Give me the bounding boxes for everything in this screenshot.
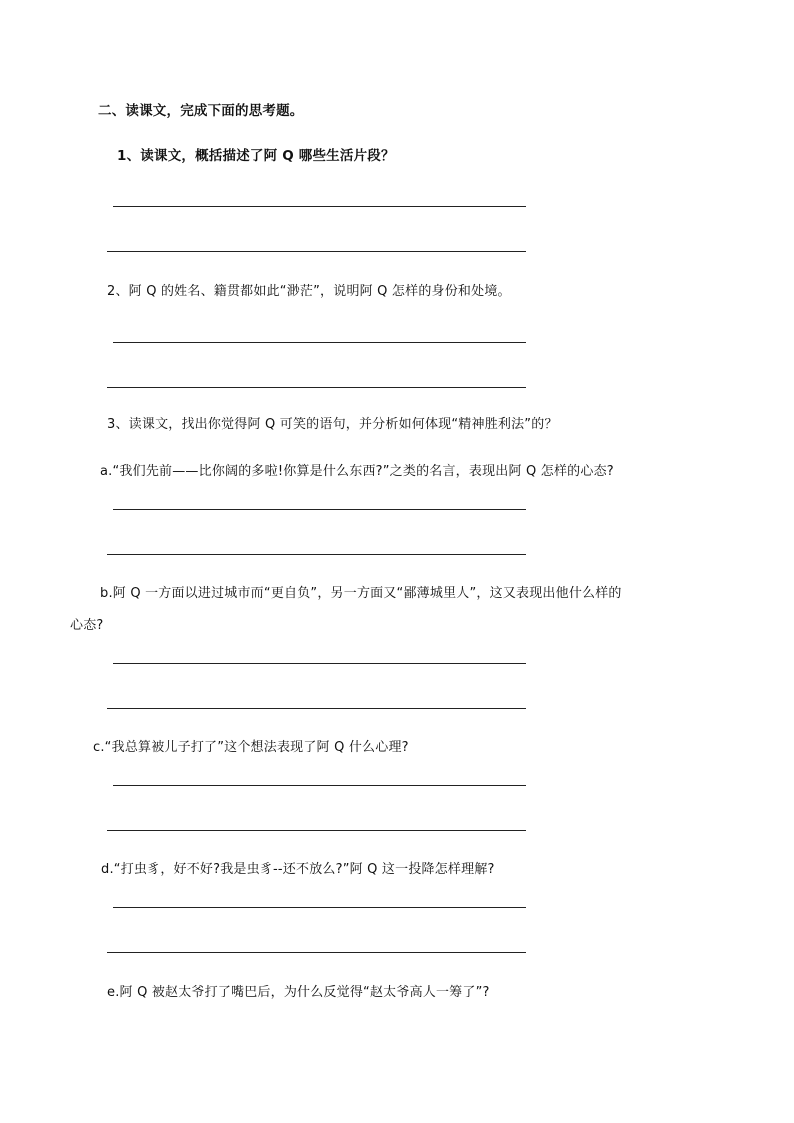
- answer-line[interactable]: [107, 554, 526, 555]
- answer-line[interactable]: [107, 387, 526, 388]
- subquestion-b: b.阿 Q 一方面以进过城市而“更自负”，另一方面又“鄙薄城里人”，这又表现出他什么样的: [100, 586, 622, 601]
- answer-line[interactable]: [113, 509, 526, 510]
- answer-line[interactable]: [113, 907, 526, 908]
- answer-line[interactable]: [113, 785, 526, 786]
- subquestion-d: d.“打虫豸，好不好?我是虫豸--还不放么?”阿 Q 这一投降怎样理解?: [101, 862, 495, 877]
- question-3: 3、读课文，找出你觉得阿 Q 可笑的语句，并分析如何体现“精神胜利法”的？: [107, 417, 558, 432]
- section-heading: 二、读课文，完成下面的思考题。: [98, 103, 304, 119]
- subquestion-b-continuation: 心态?: [70, 618, 104, 633]
- answer-line[interactable]: [113, 206, 526, 207]
- subquestion-a: a.“我们先前——比你阔的多啦!你算是什么东西?”之类的名言，表现出阿 Q 怎样的心态?: [100, 464, 614, 479]
- answer-line[interactable]: [113, 663, 526, 664]
- answer-line[interactable]: [107, 952, 526, 953]
- answer-line[interactable]: [113, 342, 526, 343]
- question-2: 2、阿 Q 的姓名、籍贯都如此“渺茫”，说明阿 Q 怎样的身份和处境。: [107, 284, 511, 299]
- subquestion-c: c.“我总算被儿子打了”这个想法表现了阿 Q 什么心理?: [93, 740, 409, 755]
- answer-line[interactable]: [107, 708, 526, 709]
- question-1: 1、读课文，概括描述了阿 Q 哪些生活片段？: [117, 148, 395, 164]
- answer-line[interactable]: [107, 251, 526, 252]
- subquestion-e: e.阿 Q 被赵太爷打了嘴巴后，为什么反觉得“赵太爷高人一筹了”?: [107, 985, 490, 1000]
- answer-line[interactable]: [107, 830, 526, 831]
